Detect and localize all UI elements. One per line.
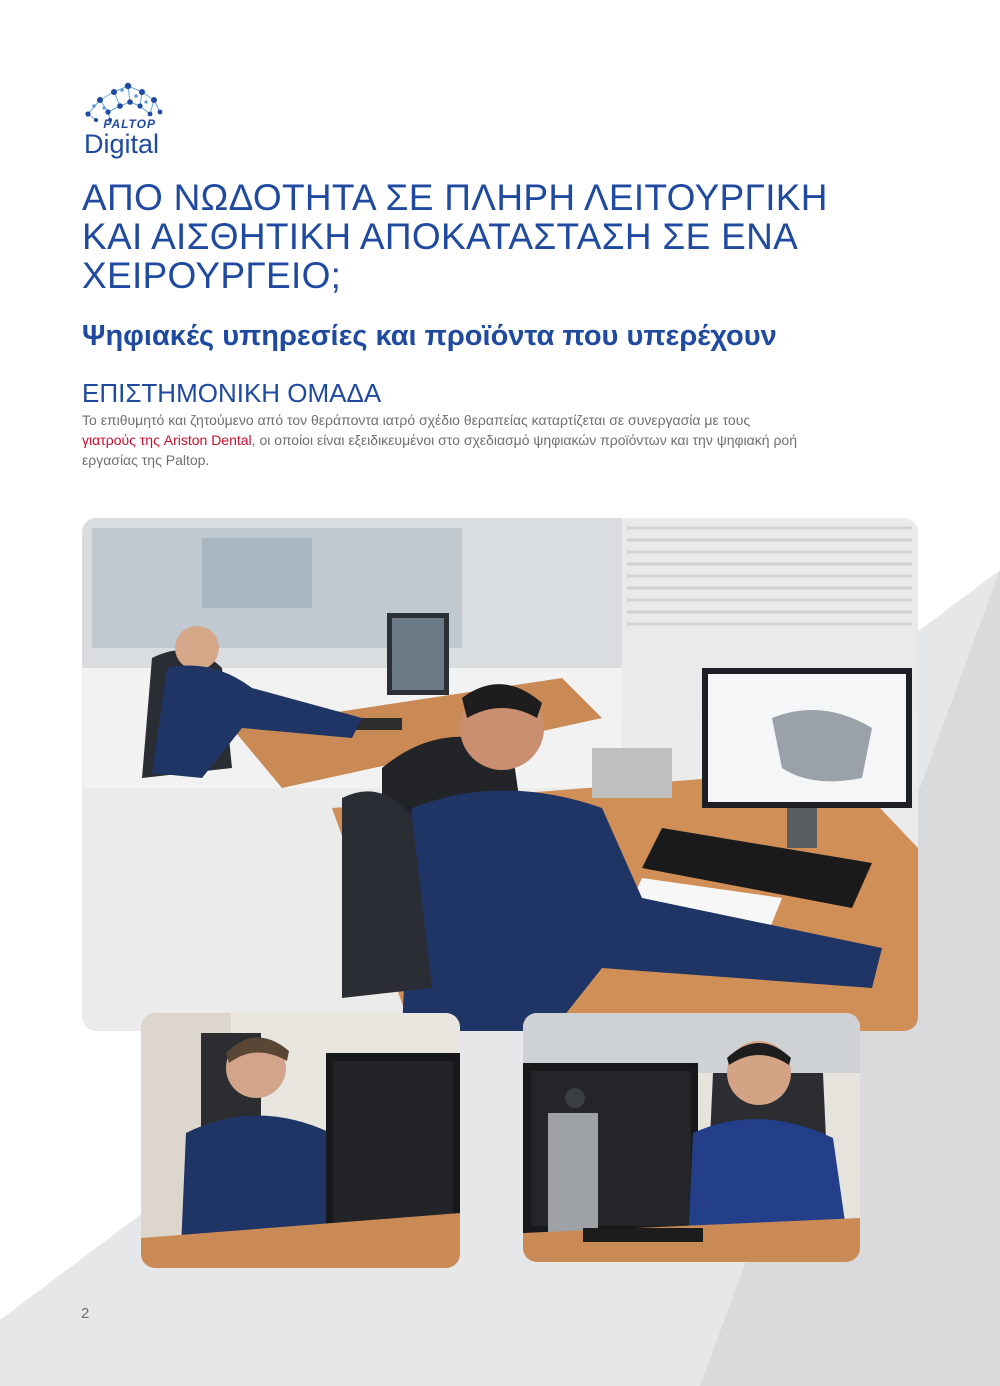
logo-sub-text: Digital [84,129,160,159]
section-title: ΕΠΙΣΤΗΜΟΝΙΚΗ ΟΜΑΔΑ [82,378,382,408]
intro-highlight-link[interactable]: γιατρούς της Ariston Dental [82,432,252,448]
office-team-photo [82,518,918,1031]
logo-wordmark [84,118,159,158]
page-headline: ΑΠΟ ΝΩΔΟΤΗΤΑ ΣΕ ΠΛΗΡΗ ΛΕΙΤΟΥΡΓΙΚΗ ΚΑΙ ΑΙΣΘΗΤΙΚΗ ΑΠΟΚΑΤΑΣΤΑΣΗ ΣΕ ΕΝΑ ΧΕΙΡΟΥΡΓΕΙΟ; [82,177,828,296]
logo-brand-text: PALTOP [103,117,156,131]
section-intro-paragraph [82,410,802,470]
intro-text-after: , οι οποίοι είναι εξειδικευμένοι στο σχεδιασμό ψηφιακών προϊόντων και την ψηφιακή ροή εργασίας της Paltop. [82,432,797,468]
team-member-photo-right [523,1013,860,1262]
page-number: 2 [81,1305,90,1322]
team-member-photo-left [141,1013,460,1268]
intro-text-before: Το επιθυμητό και ζητούμενο από τον θεράποντα ιατρό σχέδιο θεραπείας καταρτίζεται σε συνεργασία με τους [82,412,751,428]
page-subheadline: Ψηφιακές υπηρεσίες και προϊόντα που υπερέχουν [82,320,777,352]
